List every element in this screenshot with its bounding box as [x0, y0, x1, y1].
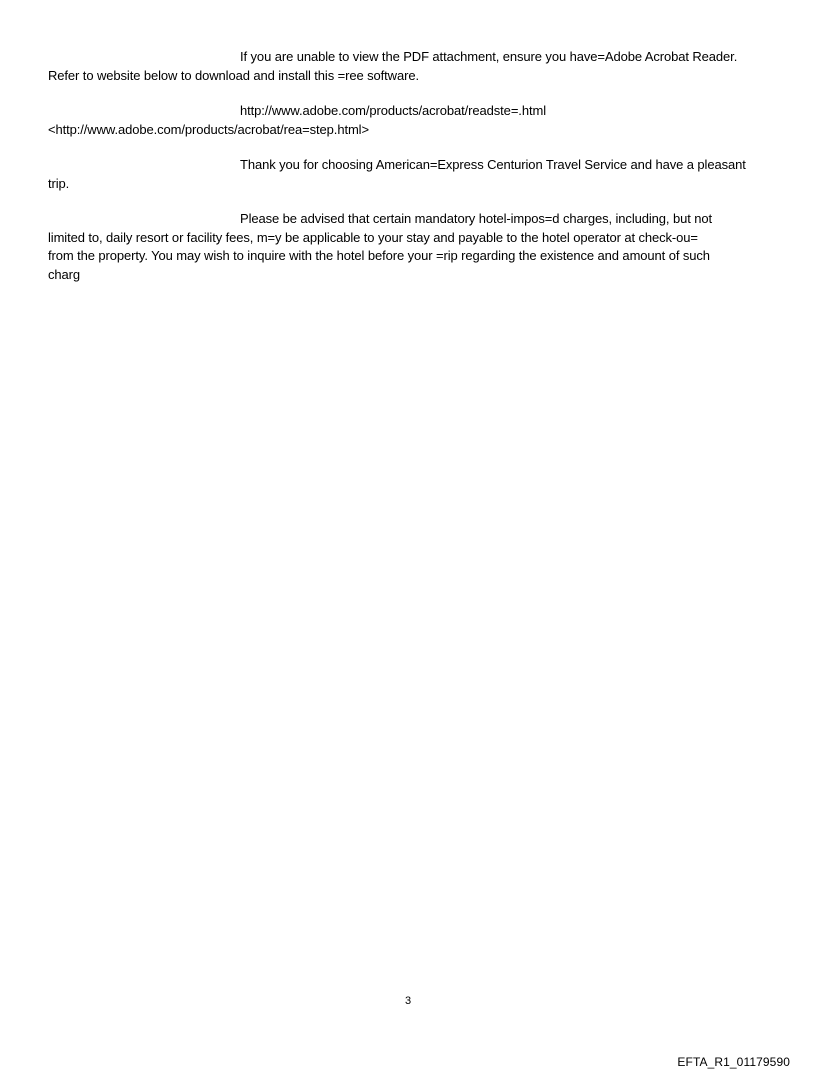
adobe-url-bracketed-text: <http://www.adobe.com/products/acrobat/rea=step.html>	[48, 121, 369, 137]
paragraph-line: Refer to website below to download and install this =ree software.	[48, 67, 419, 83]
paragraph-line: trip.	[48, 175, 70, 191]
hotel-charges-paragraph	[48, 210, 768, 284]
thank-you-paragraph	[48, 156, 768, 193]
adobe-link-paragraph	[48, 102, 768, 139]
page-number: 3	[404, 995, 412, 1007]
paragraph-line: from the property. You may wish to inquire with the hotel before your =rip regarding the existence and amount of such	[48, 248, 710, 264]
bates-number: EFTA_R1_01179590	[677, 1055, 790, 1069]
paragraph-line: If you are unable to view the PDF attachment, ensure you have=Adobe Acrobat Reader.	[240, 49, 738, 64]
paragraph-line: Please be advised that certain mandatory hotel-impos=d charges, including, but not	[240, 211, 713, 226]
pdf-attachment-paragraph	[48, 48, 768, 85]
paragraph-line: limited to, daily resort or facility fees, m=y be applicable to your stay and payable to the hotel operator at check-ou=	[48, 229, 698, 245]
adobe-url-text: http://www.adobe.com/products/acrobat/readste=.html	[240, 103, 546, 118]
paragraph-line: Thank you for choosing American=Express Centurion Travel Service and have a pleasant	[240, 157, 746, 172]
paragraph-line: charg	[48, 266, 81, 282]
